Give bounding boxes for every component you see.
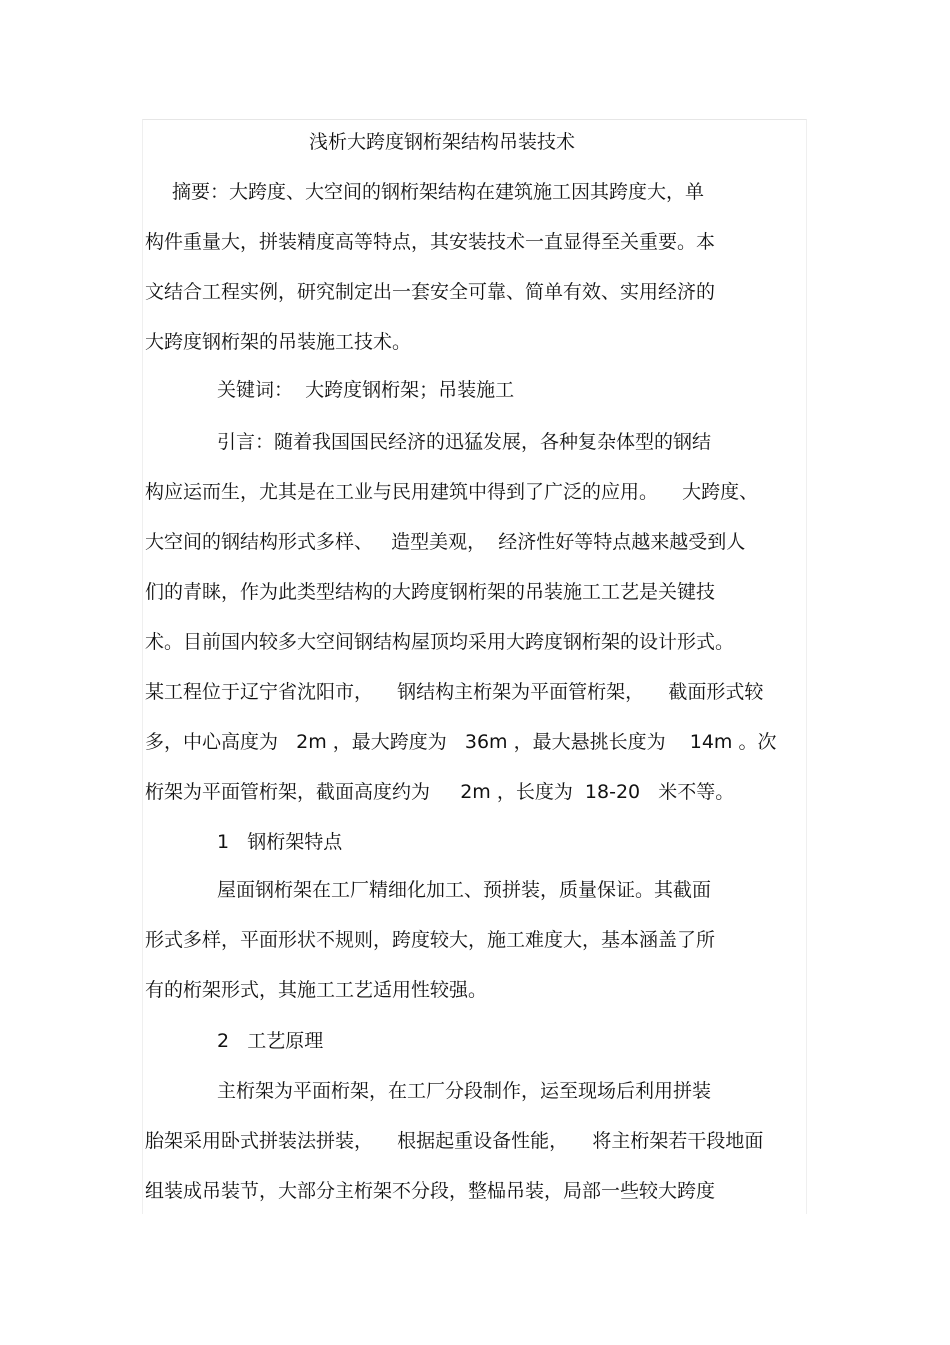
keywords-line: 关键词： 大跨度钢桁架；吊装施工 (217, 379, 515, 401)
abstract-line-3: 文结合工程实例，研究制定出一套安全可靠、简单有效、实用经济的 (145, 281, 716, 303)
intro-line-7: 多，中心高度为 2m ，最大跨度为 36m ，最大悬挑长度为 14m 。次 (145, 731, 777, 753)
document-title: 浅析大跨度钢桁架结构吊装技术 (309, 131, 576, 153)
section-1-line-2: 形式多样，平面形状不规则，跨度较大，施工难度大，基本涵盖了所 (145, 929, 716, 951)
intro-line-6: 某工程位于辽宁省沈阳市， 钢结构主桁架为平面管桁架， 截面形式较 (145, 681, 764, 703)
section-1-line-3: 有的桁架形式，其施工工艺适用性较强。 (145, 979, 488, 1001)
section-2-line-1: 主桁架为平面桁架，在工厂分段制作，运至现场后利用拼装 (217, 1080, 712, 1102)
section-2-line-2: 胎架采用卧式拼装法拼装， 根据起重设备性能， 将主桁架若干段地面 (145, 1130, 764, 1152)
intro-line-1: 引言：随着我国国民经济的迅猛发展，各种复杂体型的钢结 (217, 431, 712, 453)
section-2-heading: 2 工艺原理 (217, 1030, 324, 1052)
abstract-line-4: 大跨度钢桁架的吊装施工技术。 (145, 331, 412, 353)
abstract-line-1: 摘要：大跨度、大空间的钢桁架结构在建筑施工因其跨度大，单 (172, 181, 705, 203)
intro-line-2: 构应运而生，尤其是在工业与民用建筑中得到了广泛的应用。 大跨度、 (145, 481, 759, 503)
intro-line-4: 们的青睐，作为此类型结构的大跨度钢桁架的吊装施工工艺是关键技 (145, 581, 716, 603)
intro-line-8: 桁架为平面管桁架，截面高度约为 2m ，长度为 18-20 米不等。 (145, 781, 735, 803)
section-1-line-1: 屋面钢桁架在工厂精细化加工、预拼装，质量保证。其截面 (217, 879, 712, 901)
intro-line-5: 术。目前国内较多大空间钢结构屋顶均采用大跨度钢桁架的设计形式。 (145, 631, 735, 653)
section-2-line-3: 组装成吊装节，大部分主桁架不分段，整榀吊装，局部一些较大跨度 (145, 1180, 716, 1202)
section-1-heading: 1 钢桁架特点 (217, 831, 343, 853)
intro-line-3: 大空间的钢结构形式多样、 造型美观， 经济性好等特点越来越受到人 (145, 531, 746, 553)
abstract-line-2: 构件重量大，拼装精度高等特点，其安装技术一直显得至关重要。本 (145, 231, 716, 253)
